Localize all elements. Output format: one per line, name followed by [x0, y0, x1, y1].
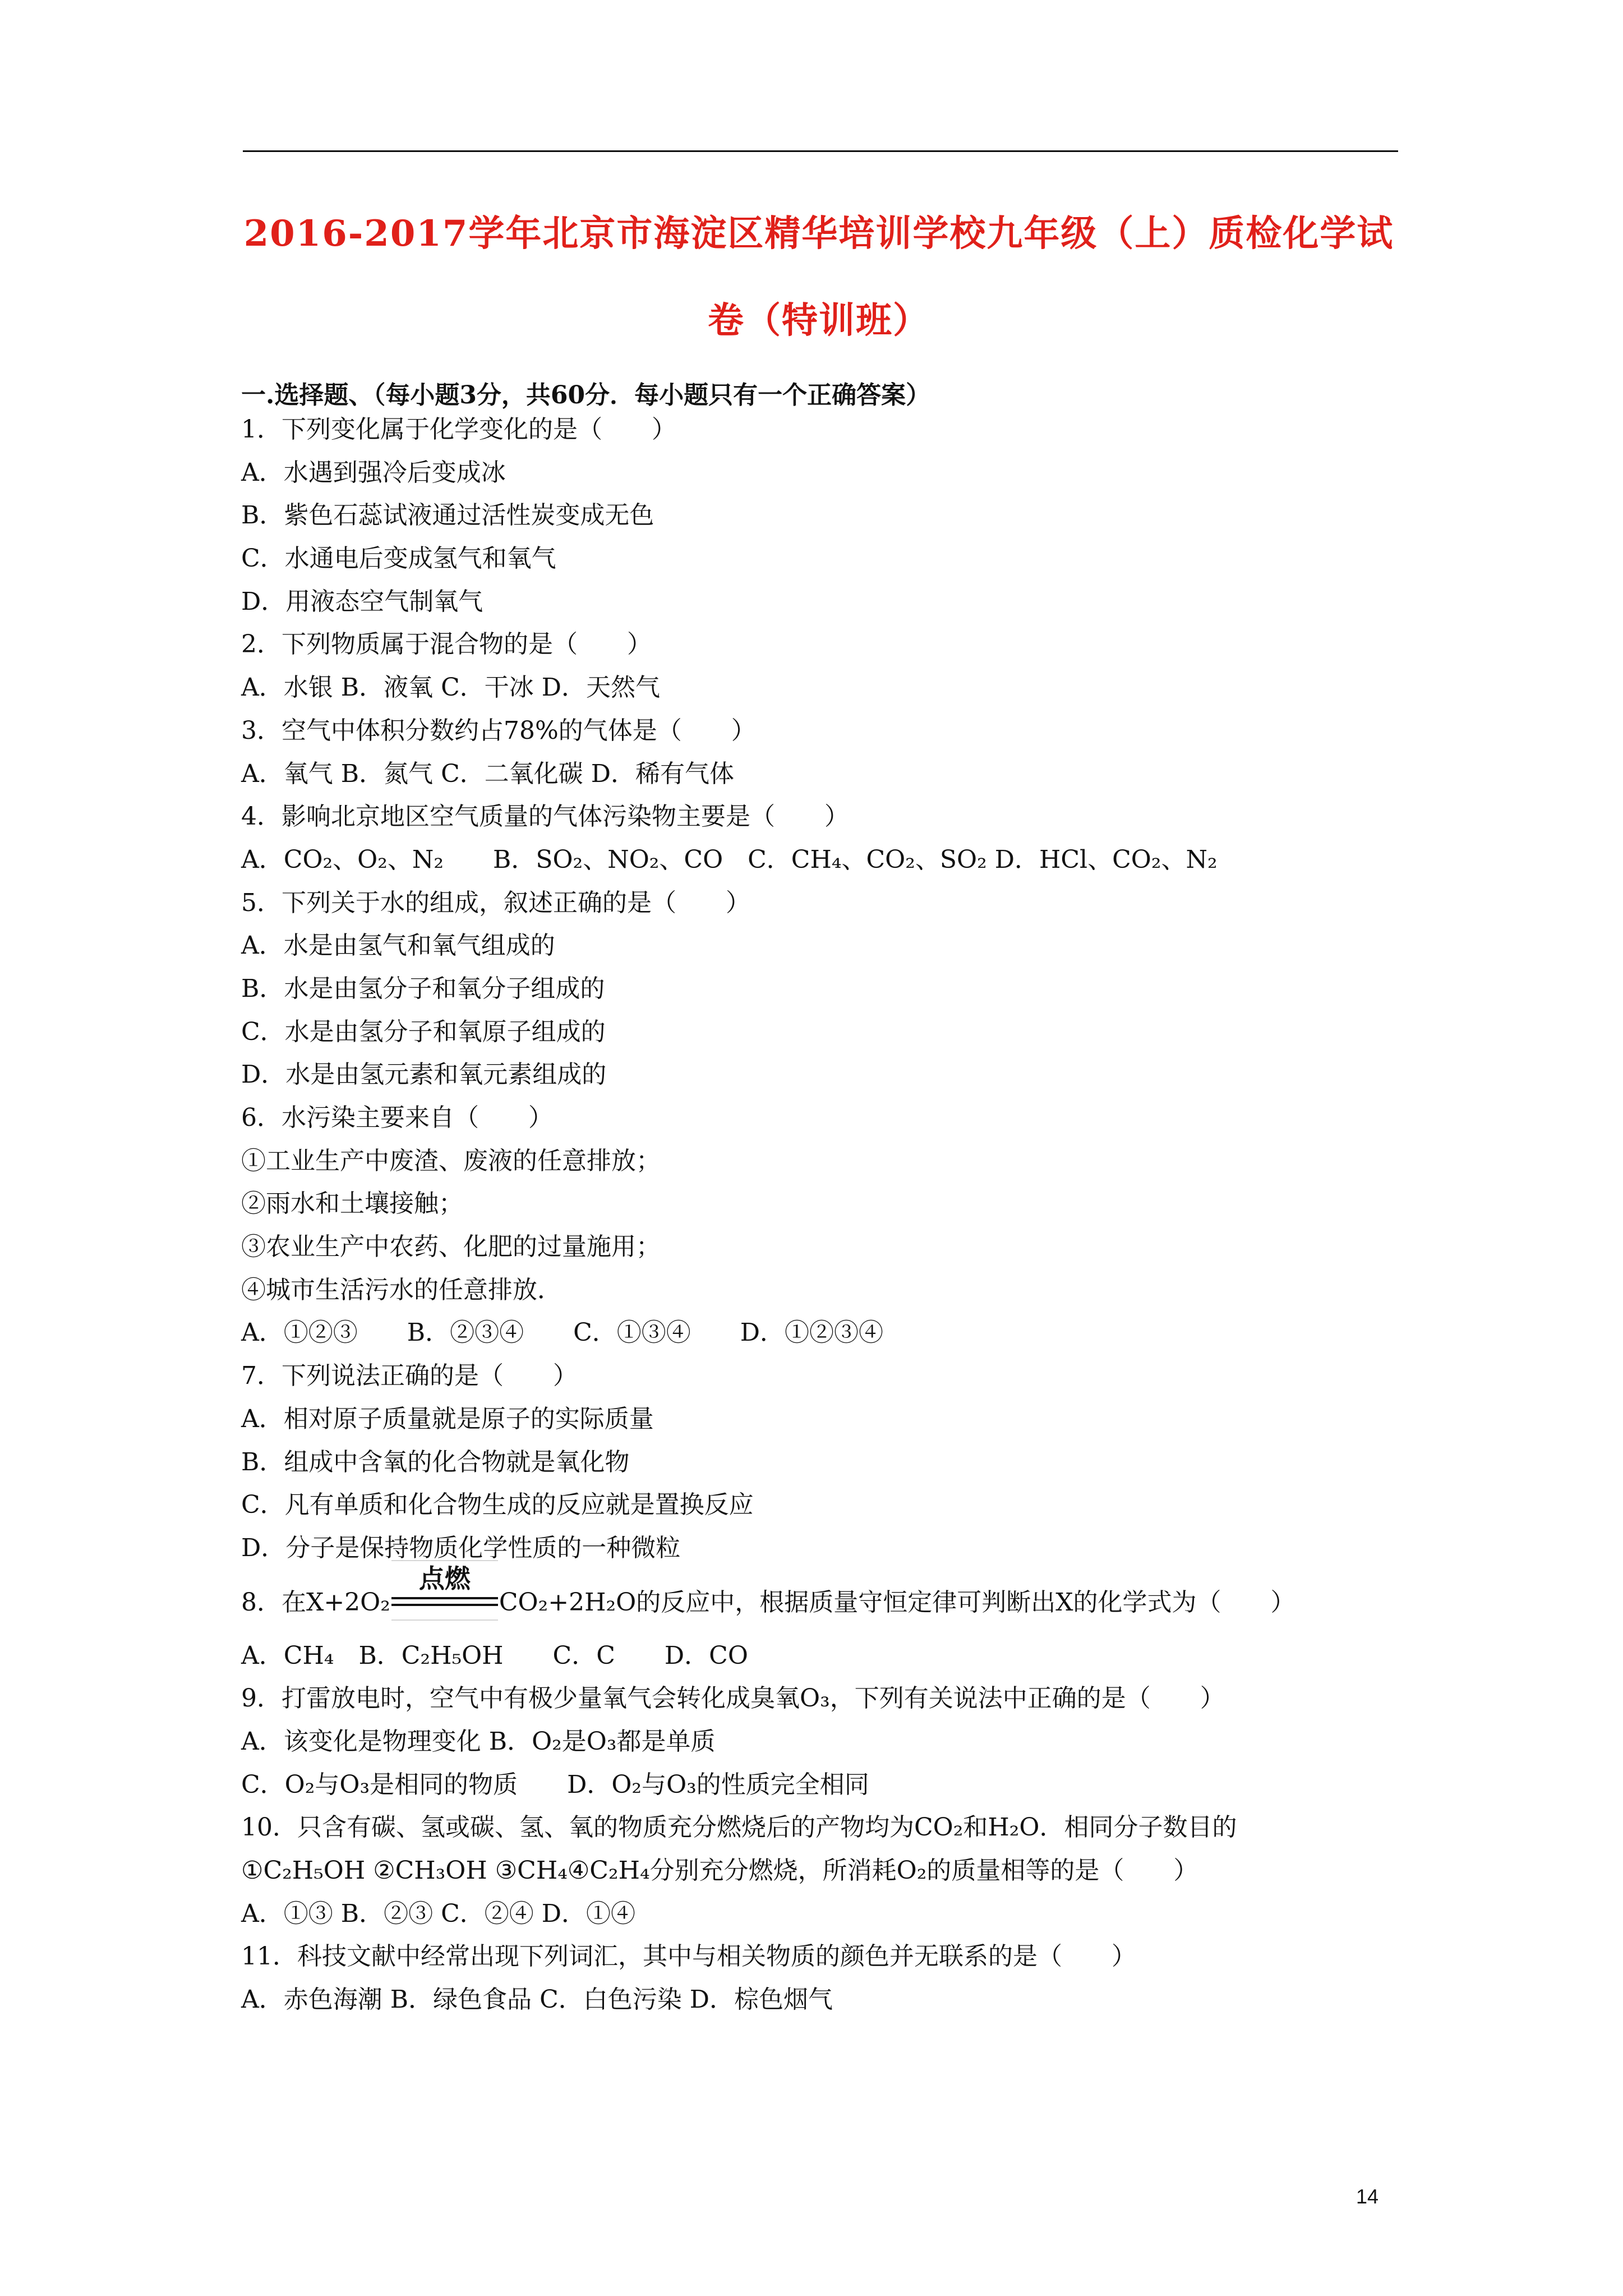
text-line: D．用液态空气制氧气 [241, 587, 483, 616]
question-8-stem [241, 1563, 1408, 1635]
text-line: 3．空气中体积分数约占78%的气体是（ ） [241, 716, 756, 745]
text-line: 5．下列关于水的组成，叙述正确的是（ ） [241, 888, 750, 917]
text-line: 1．下列变化属于化学变化的是（ ） [241, 415, 676, 444]
text-line: D．分子是保持物质化学性质的一种微粒 [241, 1533, 681, 1562]
equation-reactants: 8．在X+2O₂ [241, 1588, 390, 1617]
text-line: A．氧气 B．氮气 C．二氧化碳 D．稀有气体 [241, 759, 735, 788]
text-line: B．组成中含氧的化合物就是氧化物 [241, 1447, 630, 1476]
text-line: 10．只含有碳、氢或碳、氢、氧的物质充分燃烧后的产物均为CO₂和H₂O．相同分子数目的 [241, 1813, 1237, 1842]
equals-bar-top [391, 1597, 498, 1599]
text-line: 7．下列说法正确的是（ ） [241, 1361, 578, 1391]
text-line: 4．影响北京地区空气质量的气体污染物主要是（ ） [241, 802, 849, 831]
reaction-condition-label: 点燃 [418, 1563, 471, 1594]
text-line: A．CO₂、O₂、N₂ B．SO₂、NO₂、CO C．CH₄、CO₂、SO₂ D．HCl、CO₂、N₂ [241, 845, 1218, 874]
document-title-line-1: 2016-2017学年北京市海淀区精华培训学校九年级（上）质检化学试 [243, 213, 1394, 255]
question-body [241, 408, 1408, 2022]
equals-bar-bottom [391, 1604, 498, 1606]
text-line: ②雨水和土壤接触； [241, 1189, 463, 1218]
text-line: ①工业生产中废渣、废液的任意排放； [241, 1146, 661, 1175]
text-line: C．水通电后变成氢气和氧气 [241, 544, 556, 573]
text-line: A．水银 B．液氧 C．干冰 D．天然气 [241, 673, 661, 702]
text-line: C．O₂与O₃是相同的物质 D．O₂与O₃的性质完全相同 [241, 1770, 869, 1799]
text-line: 6．水污染主要来自（ ） [241, 1103, 553, 1132]
section-header: 一.选择题、（每小题3分，共60分．每小题只有一个正确答案） [241, 381, 931, 409]
text-line: 11．科技文献中经常出现下列词汇，其中与相关物质的颜色并无联系的是（ ） [241, 1942, 1136, 1971]
text-line: A．该变化是物理变化 B．O₂是O₃都是单质 [241, 1727, 716, 1756]
text-line: A．相对原子质量就是原子的实际质量 [241, 1404, 654, 1433]
text-line: C．凡有单质和化合物生成的反应就是置换反应 [241, 1490, 754, 1520]
document-title-line-2: 卷（特训班） [708, 300, 930, 342]
text-line: ③农业生产中农药、化肥的过量施用； [241, 1232, 661, 1262]
text-line: B．紫色石蕊试液通过活性炭变成无色 [241, 501, 654, 530]
equation-products-and-question: CO₂+2H₂O的反应中，根据质量守恒定律可判断出X的化学式为（ ） [499, 1588, 1295, 1617]
text-line: A．①②③ B．②③④ C．①③④ D．①②③④ [241, 1318, 884, 1347]
text-line: A．水遇到强冷后变成冰 [241, 458, 506, 487]
text-line: 9．打雷放电时，空气中有极少量氧气会转化成臭氧O₃，下列有关说法中正确的是（ ） [241, 1684, 1225, 1713]
header-rule [243, 150, 1398, 152]
text-line: ④城市生活污水的任意排放． [241, 1275, 562, 1304]
text-line: A．赤色海潮 B．绿色食品 C．白色污染 D．棕色烟气 [241, 1985, 833, 2014]
text-line: D．水是由氢元素和氧元素组成的 [241, 1060, 607, 1089]
text-line: B．水是由氢分子和氧分子组成的 [241, 974, 605, 1003]
text-line: A．CH₄ B．C₂H₅OH C．C D．CO [241, 1641, 748, 1670]
text-line: C．水是由氢分子和氧原子组成的 [241, 1017, 606, 1046]
text-line: ①C₂H₅OH ②CH₃OH ③CH₄④C₂H₄分别充分燃烧，所消耗O₂的质量相等的是（ ） [241, 1856, 1198, 1885]
text-line: 2．下列物质属于混合物的是（ ） [241, 630, 652, 659]
page-number: 14 [1356, 2185, 1379, 2208]
text-line: A．①③ B．②③ C．②④ D．①④ [241, 1899, 636, 1928]
text-line: A．水是由氢气和氧气组成的 [241, 931, 555, 960]
reaction-condition-arrow [391, 1563, 498, 1618]
